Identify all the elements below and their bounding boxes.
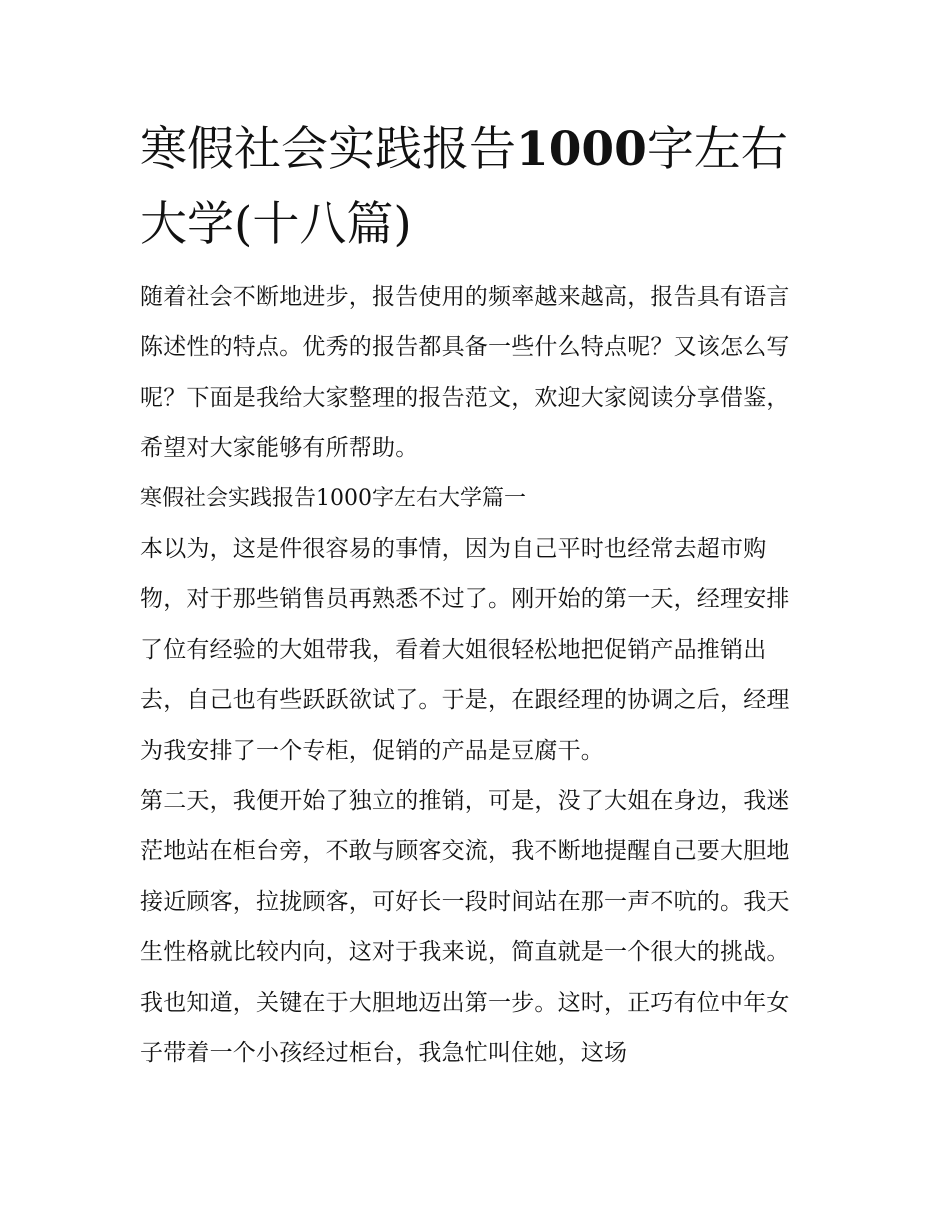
section-heading: 寒假社会实践报告1000字左右大学篇一 — [140, 485, 526, 511]
body-paragraph-2: 第二天，我便开始了独立的推销，可是，没了大姐在身边，我迷茫地站在柜台旁，不敢与顾客交流，我不断地提醒自己要大胆地接近顾客，拉拢顾客，可好长一段时间站在那一声不吭的。我天生性格就比较内向，这对于我来说，简直就是一个很大的挑战。我也知道，关键在于大胆地迈出第一步。这时，正巧有位中年女子带着一个小孩经过柜台，我急忙叫住她，这场 — [140, 788, 790, 1067]
title-number: 1000 — [516, 122, 647, 177]
body-paragraph-1: 本以为，这是件很容易的事情，因为自己平时也经常去超市购物，对于那些销售员再熟悉不过了。刚开始的第一天，经理安排了位有经验的大姐带我，看着大姐很轻松地把促销产品推销出去，自己也有些跃跃欲试了。于是，在跟经理的协调之后，经理为我安排了一个专柜，促销的产品是豆腐干。 — [140, 536, 790, 764]
intro-paragraph: 随着社会不断地进步，报告使用的频率越来越高，报告具有语言陈述性的特点。优秀的报告都具备一些什么特点呢？又该怎么写呢？下面是我给大家整理的报告范文，欢迎大家阅读分享借鉴，希望对大家能够有所帮助。 — [140, 284, 790, 462]
title-text-end: 字左右大学(十八篇) — [140, 122, 788, 252]
document-body — [140, 112, 812, 1079]
title-text-start: 寒假社会实践报告 — [140, 122, 516, 177]
document-title — [140, 112, 812, 262]
